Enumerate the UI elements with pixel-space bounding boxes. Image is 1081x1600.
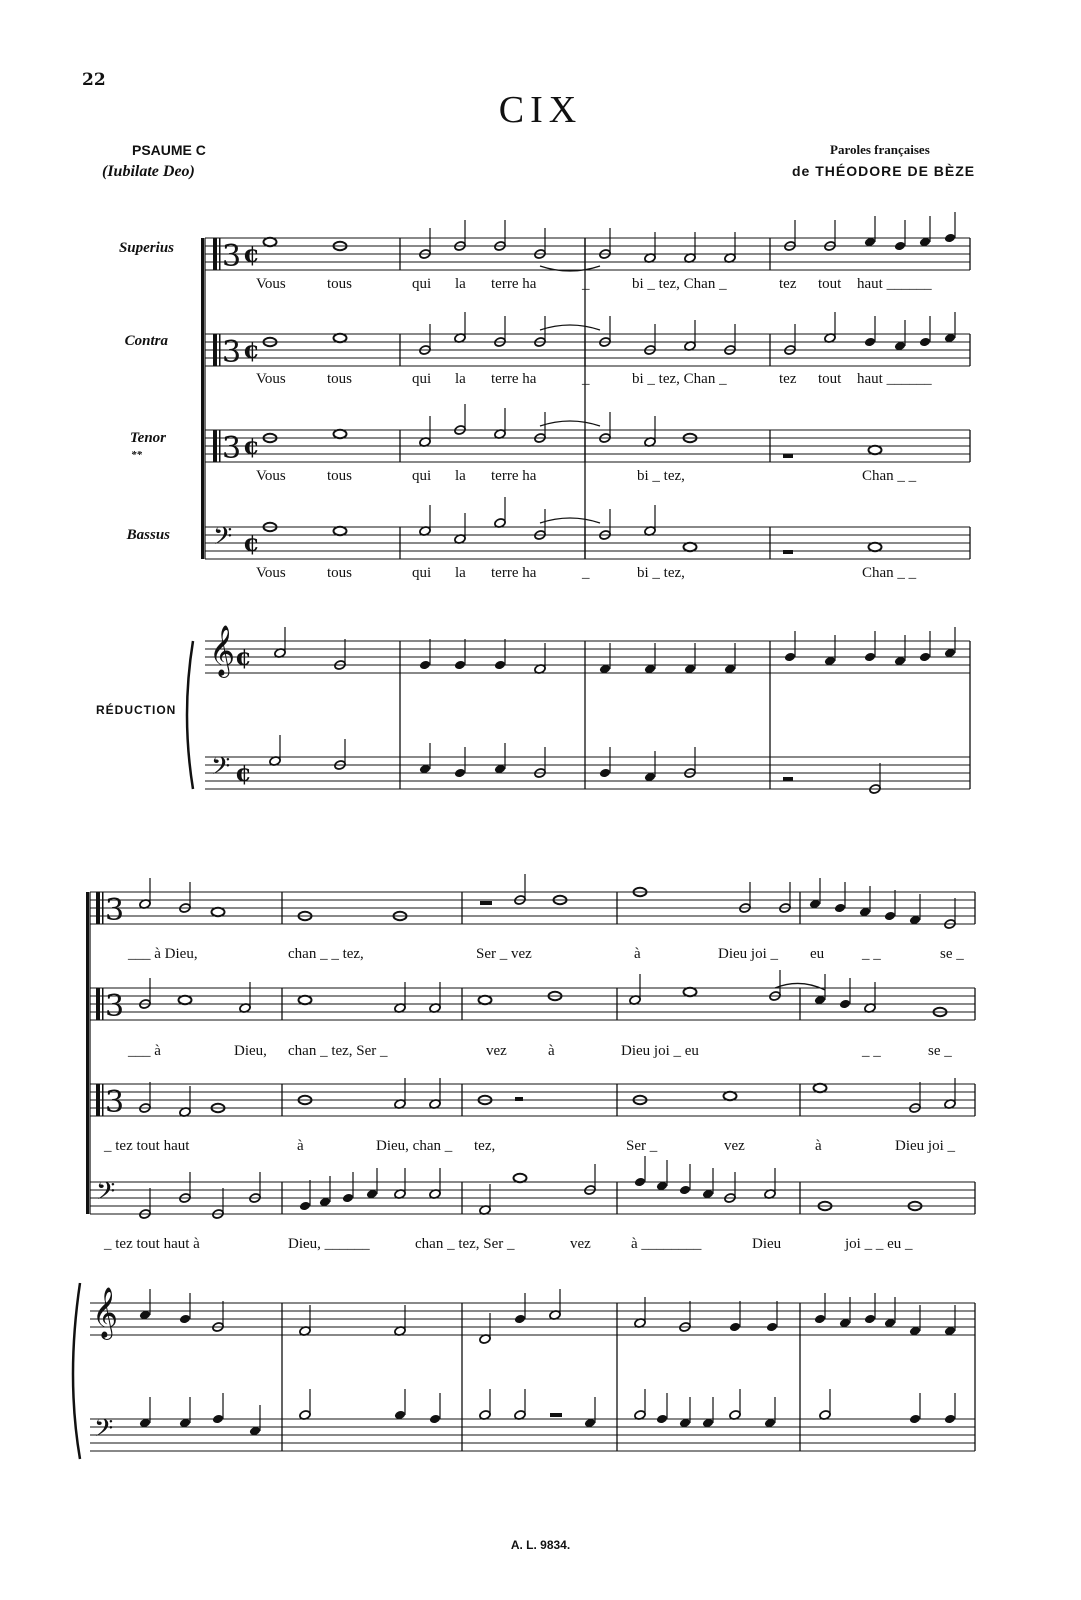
lyrics-system2-bassus-syllable: vez — [570, 1236, 591, 1252]
system1-rest — [783, 777, 793, 781]
system1-brace — [187, 641, 193, 789]
system2-rest — [550, 1413, 562, 1417]
system1-rest — [783, 550, 793, 554]
lyrics-system2-contra-syllable: Dieu, — [234, 1043, 267, 1059]
lyrics-system2-contra-syllable: Dieu joi _ eu — [621, 1043, 699, 1059]
system2-note — [864, 1314, 876, 1325]
lyrics-system1-contra-syllable: haut ______ — [857, 371, 932, 387]
lyrics-system1-superius-syllable: haut ______ — [857, 276, 932, 292]
system2-note — [814, 1084, 827, 1092]
system1-note — [919, 337, 931, 348]
system1-c-clef-1-bar — [219, 334, 221, 366]
lyrics-system1-tenor-syllable: Chan _ _ — [862, 468, 917, 484]
system2-c-clef-0-bar — [102, 892, 104, 924]
system1-note — [454, 660, 466, 671]
lyrics-system1-bassus-syllable: _ — [582, 565, 590, 581]
lyrics-system2-bassus-syllable: _ tez tout haut à — [104, 1236, 200, 1252]
lyrics-system1-contra-syllable: tous — [327, 371, 353, 387]
lyrics-system2-contra-syllable: vez — [486, 1043, 507, 1059]
system2-c-clef-1 — [96, 988, 100, 1020]
system1-c-clef-0 — [213, 238, 217, 270]
lyrics-system1-contra-syllable: la — [455, 371, 466, 387]
lyrics-system1-superius-syllable: tez — [779, 276, 797, 292]
system2-c-clef-0-glyph: 3 — [105, 893, 125, 928]
lyrics-system2-superius-syllable: chan _ _ tez, — [288, 946, 364, 962]
lyrics-system2-tenor-syllable: Ser _ — [626, 1138, 658, 1154]
system1-tie — [540, 325, 600, 330]
system1-note — [454, 768, 466, 779]
system2-note — [342, 1193, 354, 1204]
system2-note — [909, 1414, 921, 1425]
system1-note — [894, 241, 906, 252]
lyrics-system1-contra-syllable: terre ha — [491, 371, 537, 387]
system2-note — [479, 996, 492, 1004]
lyrics-system1-tenor-syllable: tous — [327, 468, 353, 484]
lyrics-system2-bassus-syllable: chan _ tez, Ser _ — [415, 1236, 515, 1252]
system1-note — [419, 660, 431, 671]
system2-rest — [480, 901, 492, 905]
latin-incipit: (Iubilate Deo) — [102, 163, 195, 180]
lyrics-system1-tenor-syllable: qui — [412, 468, 432, 484]
lyrics-system1-bassus-syllable: la — [455, 565, 466, 581]
system1-note — [684, 543, 697, 551]
piece-title: CIX — [498, 89, 583, 131]
system1-note — [494, 660, 506, 671]
system2-note — [834, 903, 846, 914]
system1-c-clef-0-glyph: 3 — [222, 239, 242, 274]
lyrics-system1-bassus-syllable: qui — [412, 565, 432, 581]
system1-time-sig-0: ¢ — [243, 239, 260, 268]
system2-note — [514, 1174, 527, 1182]
lyrics-system2-superius-syllable: Ser _ vez — [476, 946, 532, 962]
system1-tie — [540, 421, 600, 426]
system2-note — [634, 1177, 646, 1188]
credit-line-1: Paroles françaises — [830, 142, 930, 157]
system2-c-clef-1-glyph: 3 — [105, 989, 125, 1024]
system1-c-clef-2 — [213, 430, 217, 462]
lyrics-system2-contra-syllable: ___ à — [128, 1043, 161, 1059]
system1-note — [864, 652, 876, 663]
lyrics-system2-contra-syllable: _ _ — [862, 1043, 881, 1059]
system1-c-clef-0-bar — [219, 238, 221, 270]
lyrics-system2-superius-syllable: Dieu joi _ — [718, 946, 778, 962]
lyrics-system2-contra-syllable: chan _ tez, Ser _ — [288, 1043, 388, 1059]
system1-note — [334, 334, 347, 342]
system2-note — [429, 1414, 441, 1425]
system2-f-clef: 𝄢 — [96, 1177, 116, 1212]
system2-note — [729, 1322, 741, 1333]
lyrics-system1-superius-syllable: la — [455, 276, 466, 292]
system2-note — [299, 996, 312, 1004]
system2-rest — [515, 1097, 523, 1101]
system2-note — [212, 1414, 224, 1425]
plate-number: A. L. 9834. — [510, 1538, 571, 1552]
system1-c-clef-2-glyph: 3 — [222, 431, 242, 466]
lyrics-system2-tenor-syllable: à — [815, 1138, 822, 1154]
system2-note — [212, 908, 225, 916]
system2-c-clef-0 — [96, 892, 100, 924]
system2-c-clef-1-bar — [102, 988, 104, 1020]
system2-c-clef-2-bar — [102, 1084, 104, 1116]
system1-treble-clef: 𝄞 — [209, 625, 236, 676]
lyrics-system1-bassus-syllable: Vous — [256, 565, 286, 581]
system1-red-time-0: ¢ — [235, 642, 252, 671]
voice-label-bassus: Bassus — [126, 527, 170, 543]
system1-c-clef-1 — [213, 334, 217, 366]
lyrics-system2-superius-syllable: ___ à Dieu, — [128, 946, 198, 962]
lyrics-system2-superius-syllable: eu — [810, 946, 825, 962]
system2-note — [839, 999, 851, 1010]
tenor-footnote-mark: ** — [131, 449, 142, 461]
system2-note — [766, 1322, 778, 1333]
system1-f-clef: 𝄢 — [213, 522, 233, 557]
lyrics-system1-superius-syllable: bi _ tez, Chan _ — [632, 276, 727, 292]
system2-c-clef-2 — [96, 1084, 100, 1116]
system2-treble-clef: 𝄞 — [92, 1287, 119, 1338]
system1-bracket — [201, 238, 204, 559]
lyrics-system1-tenor-syllable: la — [455, 468, 466, 484]
lyrics-system1-contra-syllable: qui — [412, 371, 432, 387]
system2-note — [724, 1092, 737, 1100]
system2-bracket — [86, 892, 89, 1214]
lyrics-system1-bassus-syllable: Chan _ _ — [862, 565, 917, 581]
system2-note — [884, 911, 896, 922]
lyrics-system2-contra-syllable: se _ — [928, 1043, 952, 1059]
voice-label-contra: Contra — [124, 333, 168, 349]
system2-note — [944, 1414, 956, 1425]
system1-bass-clef: 𝄢 — [211, 752, 231, 787]
lyrics-system2-superius-syllable: à — [634, 946, 641, 962]
lyrics-system1-bassus-syllable: bi _ tez, — [637, 565, 685, 581]
lyrics-system1-contra-syllable: bi _ tez, Chan _ — [632, 371, 727, 387]
lyrics-system2-bassus-syllable: Dieu — [752, 1236, 782, 1252]
lyrics-system1-tenor-syllable: bi _ tez, — [637, 468, 685, 484]
page-number: 22 — [82, 70, 106, 90]
reduction-label: RÉDUCTION — [96, 703, 177, 717]
voice-label-tenor: Tenor — [129, 430, 166, 446]
system1-time-sig-3: ¢ — [243, 528, 260, 557]
lyrics-system1-superius-syllable: qui — [412, 276, 432, 292]
lyrics-system1-contra-syllable: Vous — [256, 371, 286, 387]
voice-label-superius: Superius — [118, 240, 174, 256]
system1-note — [334, 430, 347, 438]
lyrics-system1-contra-syllable: tout — [818, 371, 842, 387]
system1-note — [869, 543, 882, 551]
system1-note — [864, 337, 876, 348]
system1-note — [869, 446, 882, 454]
credit-line-2: de THÉODORE DE BÈZE — [792, 163, 976, 179]
lyrics-system2-superius-syllable: _ _ — [862, 946, 881, 962]
system2-c-clef-2-glyph: 3 — [105, 1085, 125, 1120]
lyrics-system2-tenor-syllable: Dieu joi _ — [895, 1138, 955, 1154]
lyrics-system2-tenor-syllable: vez — [724, 1138, 745, 1154]
system1-note — [599, 768, 611, 779]
system1-time-sig-1: ¢ — [243, 335, 260, 364]
lyrics-system1-bassus-syllable: tous — [327, 565, 353, 581]
system2-brace — [73, 1283, 80, 1459]
lyrics-system1-superius-syllable: tous — [327, 276, 353, 292]
lyrics-system2-bassus-syllable: joi _ _ eu _ — [845, 1236, 913, 1252]
lyrics-system1-tenor-syllable: terre ha — [491, 468, 537, 484]
system2-note — [179, 996, 192, 1004]
system2-note — [684, 988, 697, 996]
lyrics-system2-bassus-syllable: à ________ — [631, 1236, 702, 1252]
system2-note — [299, 1201, 311, 1212]
lyrics-system2-tenor-syllable: Dieu, chan _ — [376, 1138, 453, 1154]
lyrics-system1-bassus-syllable: terre ha — [491, 565, 537, 581]
lyrics-system1-contra-syllable: _ — [582, 371, 590, 387]
system1-note — [944, 233, 956, 244]
lyrics-system2-tenor-syllable: tez, — [474, 1138, 496, 1154]
system1-note — [919, 652, 931, 663]
lyrics-system1-superius-syllable: _ — [582, 276, 590, 292]
lyrics-system1-contra-syllable: tez — [779, 371, 797, 387]
system1-note — [334, 527, 347, 535]
lyrics-system1-superius-syllable: Vous — [256, 276, 286, 292]
lyrics-system1-superius-syllable: tout — [818, 276, 842, 292]
system1-time-sig-2: ¢ — [243, 431, 260, 460]
system1-note — [264, 238, 277, 246]
lyrics-system2-bassus-syllable: Dieu, ______ — [288, 1236, 370, 1252]
system1-tie — [540, 518, 600, 523]
system2-note — [179, 1314, 191, 1325]
lyrics-system1-superius-syllable: terre ha — [491, 276, 537, 292]
lyrics-system2-contra-syllable: à — [548, 1043, 555, 1059]
system2-note — [814, 1314, 826, 1325]
system2-note — [514, 1314, 526, 1325]
lyrics-system1-tenor-syllable: Vous — [256, 468, 286, 484]
system1-c-clef-1-glyph: 3 — [222, 335, 242, 370]
lyrics-system2-tenor-syllable: à — [297, 1138, 304, 1154]
system1-c-clef-2-bar — [219, 430, 221, 462]
system2-note — [656, 1414, 668, 1425]
lyrics-system2-tenor-syllable: _ tez tout haut — [104, 1138, 190, 1154]
system1-note — [784, 652, 796, 663]
psalm-label: PSAUME C — [132, 142, 206, 158]
system1-red-time-1: ¢ — [235, 758, 252, 787]
system2-note — [679, 1185, 691, 1196]
system2-bass-clef: 𝄢 — [94, 1414, 114, 1449]
lyrics-system2-superius-syllable: se _ — [940, 946, 964, 962]
system1-rest — [783, 454, 793, 458]
